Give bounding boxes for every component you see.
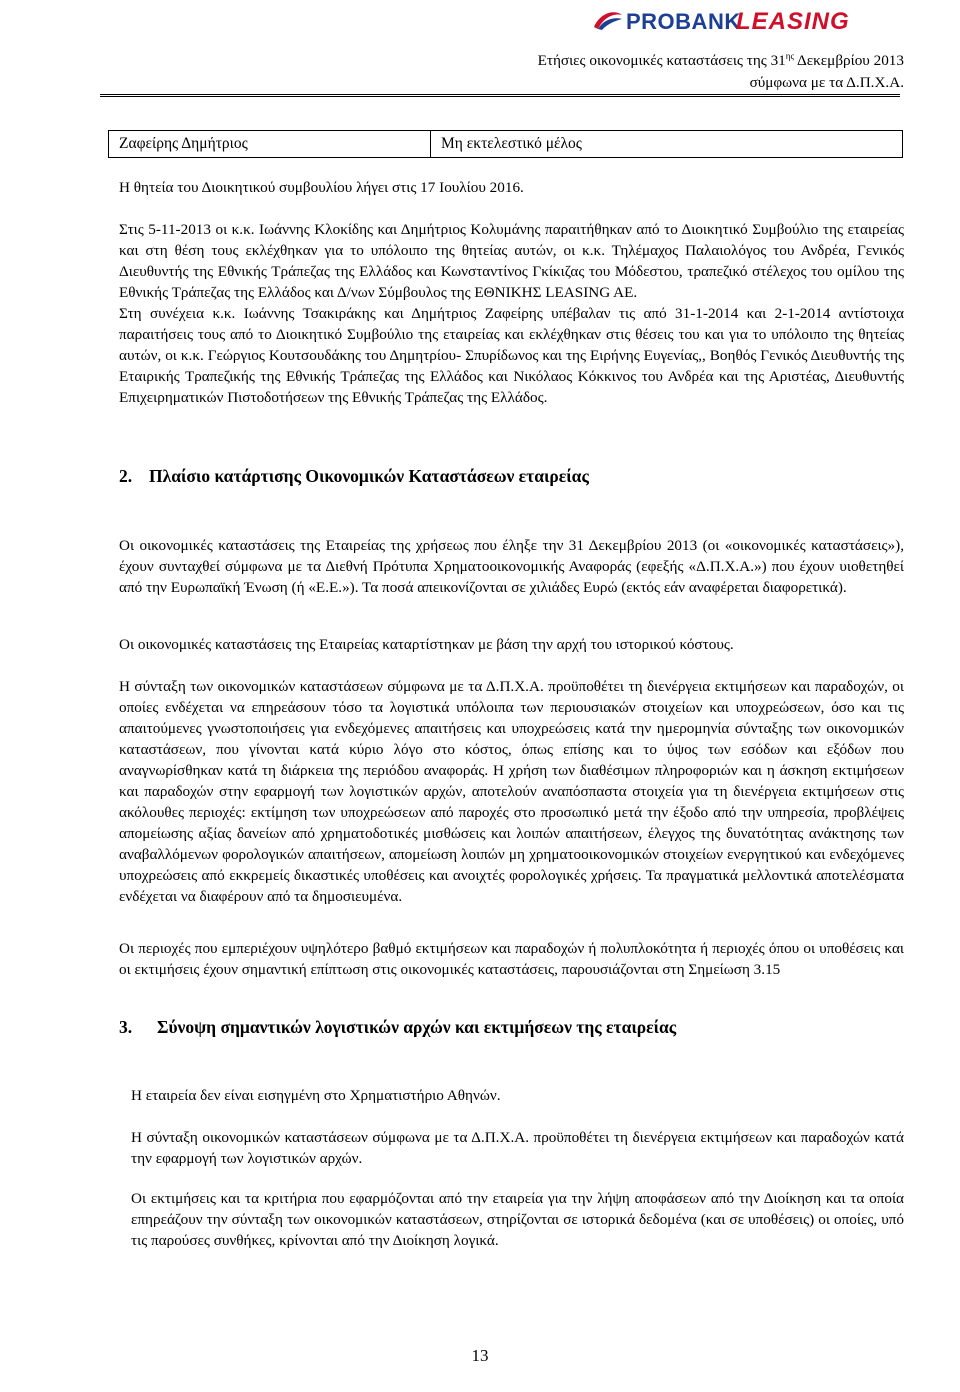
- probank-swoosh-icon: [592, 9, 624, 31]
- board-changes-paragraph-2: Στη συνέχεια κ.κ. Ιωάννης Τσακιράκης και Δημήτριος Ζαφείρης υπέβαλαν τις από 31-1-2014 και 2-1-2014 αντίστοιχα παραιτήσεις τους από το Διοικητικό Συμβούλιο της εταιρείας και εκλέχθηκαν στις θέσεις του και για το υπόλοιπο της θητείας αυτών, οι κ.κ. Γεώργιος Κουτσουδάκης του Δημητρίου- Σπυρίδωνος και της Ειρήνης Ευγενίας,, Βοηθός Γενικός Διευθυντής της Εταιρικής Τραπεζικής της Εθνικής Τράπεζας της Ελλάδος και Νικόλαος Κόκκινος του Ανδρέα και της Αριστέας, Διευθυντής Επιχειρηματικών Πιστοδοτήσεων της Εθνικής Τράπεζας της Ελλάδος.: [119, 305, 904, 406]
- section-2-paragraph-4: Οι περιοχές που εμπεριέχουν υψηλότερο βαθμό εκτιμήσεων και παραδοχών ή πολυπλοκότητα ή περιοχές όπου οι υποθέσεις και οι εκτιμήσεις έχουν σημαντική επίπτωση στις οικονομικές καταστάσεις, παρουσιάζονται στη Σημείωση 3.15: [119, 940, 904, 978]
- header-line-2: σύμφωνα με τα Δ.Π.Χ.Α.: [749, 74, 904, 92]
- section-3-paragraph-2: Η σύνταξη οικονομικών καταστάσεων σύμφωνα με τα Δ.Π.Χ.Α. προϋποθέτει τη διενέργεια εκτιμήσεων και παραδοχών κατά την εφαρμογή των λογιστικών αρχών.: [131, 1129, 904, 1167]
- section-2-title: Πλαίσιο κατάρτισης Οικονομικών Καταστάσεων εταιρείας: [149, 466, 589, 486]
- section-2-paragraph-3: Η σύνταξη των οικονομικών καταστάσεων σύμφωνα με τα Δ.Π.Χ.Α. προϋποθέτει τη διενέργεια εκτιμήσεων και παραδοχών, οι οποίες ενδέχεται να επηρεάσουν τόσο τα λογιστικά υπόλοιπα των περιουσιακών στοιχείων και υποχρεώσεων, όσο και τις απαιτούμενες γνωστοποιήσεις για ενδεχόμενες απαιτήσεις και υποχρεώσεις κατά την ημερομηνία σύνταξης των οικονομικών καταστάσεων, που γίνονται κατά κύριο λόγο στο κόστος, όπως επίσης και το ύψος των εσόδων και εξόδων που αναγνωρίσθηκαν κατά τη διάρκεια της περιόδου αναφοράς. Η χρήση των διαθέσιμων πληροφοριών και η άσκηση εκτιμήσεων και παραδοχών στην εφαρμογή των λογιστικών αρχών, αποτελούν αναπόσπαστα στοιχεία για τη διενέργεια εκτιμήσεων στις ακόλουθες περιοχές: εκτίμηση των υποχρεώσεων από παροχές στο προσωπικό μετά την έξοδο από την υπηρεσία, προβλέψεις απομείωσης αξίας δανείων από χρηματοδοτικές μισθώσεις και λοιπών απαιτήσεων, έλεγχος της δυνατότητας ανάκτησης των αναβαλλόμενων φορολογικών απαιτήσεων, απομείωση λοιπών μη χρηματοοικονομικών στοιχείων ενεργητικού και ενδεχόμενες υποχρεώσεις από εκκρεμείς δικαστικές υποθέσεις και ανοιχτές φορολογικές χρήσεις. Τα πραγματικά μελλοντικά αποτελέσματα ενδέχεται να διαφέρουν από τα δημοσιευμένα.: [119, 678, 904, 905]
- board-member-name: Ζαφείρης Δημήτριος: [109, 131, 431, 157]
- section-3-number: 3.: [119, 1017, 133, 1037]
- section-2-paragraph-1: Οι οικονομικές καταστάσεις της Εταιρείας της χρήσεως που έληξε την 31 Δεκεμβρίου 2013 (οι «οικονομικές καταστάσεις»), έχουν συνταχθεί σύμφωνα με τα Διεθνή Πρότυπα Χρηματοοικονομικής Αναφοράς (εφεξής «Δ.Π.Χ.Α.») που έχουν υιοθετηθεί από την Ευρωπαϊκή Ένωση (ή «Ε.Ε.»). Τα ποσά απεικονίζονται σε χιλιάδες Ευρώ (εκτός εάν αναφέρεται διαφορετικά).: [119, 537, 904, 596]
- board-member-row: [108, 130, 903, 158]
- probank-leasing-logo: [590, 5, 910, 39]
- logo-probank-text: PROBANK: [626, 9, 741, 34]
- section-3-heading: [119, 1016, 676, 1038]
- board-term-sentence: Η θητεία του Διοικητικού συμβουλίου λήγει στις 17 Ιουλίου 2016.: [119, 179, 524, 196]
- section-2-paragraph-2: Οι οικονομικές καταστάσεις της Εταιρείας καταρτίστηκαν με βάση την αρχή του ιστορικού κόστους.: [119, 636, 734, 653]
- section-3-paragraph-3: Οι εκτιμήσεις και τα κριτήρια που εφαρμόζονται από την εταιρεία για την λήψη αποφάσεων από την Διοίκηση και τα οποία επηρεάζουν την σύνταξη των οικονομικών καταστάσεων, στηρίζονται σε ιστορικά δεδομένα (και σε υποθέσεις) οι οποίες, υπό τις παρούσες συνθήκες, κρίνονται από την Διοίκηση λογικά.: [131, 1190, 904, 1249]
- section-3-paragraph-1: Η εταιρεία δεν είναι εισηγμένη στο Χρηματιστήριο Αθηνών.: [131, 1087, 501, 1104]
- header-rule-bottom: [100, 96, 900, 97]
- board-member-role: Μη εκτελεστικό μέλος: [441, 135, 582, 152]
- document-header: [538, 45, 904, 94]
- logo-leasing-text: LEASING: [736, 8, 850, 35]
- header-rule-top: [100, 94, 900, 95]
- board-changes: [119, 219, 904, 408]
- section-3-title: Σύνοψη σημαντικών λογιστικών αρχών και εκτιμήσεων της εταιρείας: [157, 1017, 677, 1037]
- section-2-heading: [119, 465, 589, 487]
- board-changes-paragraph-1: Στις 5-11-2013 οι κ.κ. Ιωάννης Κλοκίδης και Δημήτριος Κολυμάνης παραιτήθηκαν από το Διοικητικό Συμβούλιο της εταιρείας και στη θέση τους εκλέχθηκαν για το υπόλοιπο της θητείας αυτών, οι κ.κ. Τηλέμαχος Παλαιολόγος του Ανδρέα, Γενικός Διευθυντής της Εθνικής Τράπεζας της Ελλάδος και Κωνσταντίνος Γκίκιζας του Μόδεστου, τραπεζικό στέλεχος του ομίλου της Εθνικής Τράπεζας της Ελλάδος και Δ/νων Σύμβουλος της ΕΘΝΙΚΗΣ LEASING AE.: [119, 221, 904, 301]
- header-line-1: Ετήσιες οικονομικές καταστάσεις της $31^{\eta\varsigma}$ Δεκεμβρίου 2013: [537, 51, 904, 70]
- section-2-number: 2.: [119, 466, 133, 486]
- page-number: 13: [471, 1346, 489, 1365]
